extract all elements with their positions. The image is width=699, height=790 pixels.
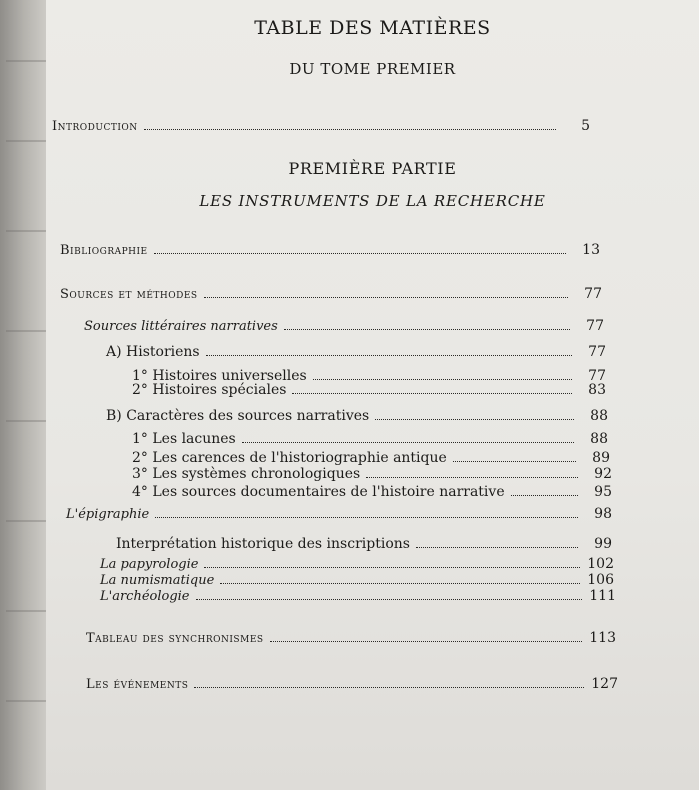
toc-entry-page: 127: [591, 676, 618, 692]
toc-entry-label: B) Caractères des sources narratives: [106, 408, 370, 424]
part-title: PREMIÈRE PARTIE: [288, 159, 457, 178]
toc-entry: [132, 382, 606, 398]
toc-entry-label: 1° Les lacunes: [132, 431, 236, 447]
toc-entry-page: 113: [589, 630, 616, 646]
toc-entry: [86, 630, 616, 646]
dot-leader: [206, 355, 572, 356]
toc-entry-label: 2° Les carences de l'historiographie antique: [132, 450, 447, 466]
toc-entry-label: 2° Histoires spéciales: [132, 382, 287, 398]
toc-entry: [116, 536, 612, 552]
dot-leader: [196, 599, 582, 600]
dot-leader: [154, 253, 566, 254]
toc-entry-page: 77: [588, 368, 606, 384]
toc-entry-label: Sources littéraires narratives: [84, 319, 278, 334]
toc-entry-page: 102: [587, 556, 614, 572]
toc-entry: [66, 506, 612, 522]
toc-entry-page: 77: [588, 344, 606, 360]
page-subtitle: DU TOME PREMIER: [289, 60, 456, 78]
toc-entry: [60, 286, 602, 302]
dot-leader: [313, 379, 572, 380]
dot-leader: [453, 461, 576, 462]
dot-leader: [204, 567, 580, 568]
toc-entry-page: 106: [587, 572, 614, 588]
toc-entry: [100, 572, 614, 588]
toc-entry-page: 88: [590, 431, 608, 447]
toc-entry-page: 92: [594, 466, 612, 482]
dot-leader: [511, 495, 578, 496]
toc-entry: [132, 431, 608, 447]
toc-entry-page: 99: [594, 536, 612, 552]
dot-leader: [292, 393, 572, 394]
dot-leader: [284, 329, 570, 330]
toc-entry-page: 13: [582, 242, 600, 258]
dot-leader: [375, 419, 574, 420]
toc-entry-label: La papyrologie: [100, 557, 199, 572]
toc-entry-page: 111: [589, 588, 616, 604]
toc-entry: [132, 450, 610, 466]
dot-leader: [204, 297, 568, 298]
toc-entry-label: 4° Les sources documentaires de l'histoire narrative: [132, 484, 505, 500]
toc-entry-introduction: [52, 118, 590, 134]
part-subtitle: LES INSTRUMENTS DE LA RECHERCHE: [199, 192, 546, 210]
toc-entry-label: Interprétation historique des inscriptions: [116, 536, 410, 552]
toc-entry-label: L'épigraphie: [66, 507, 150, 522]
toc-entry: [132, 466, 612, 482]
toc-entry-label: Tableau des synchronismes: [86, 631, 264, 646]
toc-entry-page: 98: [594, 506, 612, 522]
toc-entry: [84, 318, 604, 334]
toc-entry-label: 1° Histoires universelles: [132, 368, 307, 384]
dot-leader: [416, 547, 578, 548]
toc-entry: [100, 588, 616, 604]
dot-leader: [242, 442, 574, 443]
toc-entry: [100, 556, 614, 572]
toc-entry-label: Introduction: [52, 119, 138, 134]
toc-entry-label: A) Historiens: [106, 344, 200, 360]
toc-entry-page: 5: [581, 118, 590, 134]
toc-entry-label: Les événements: [86, 677, 189, 692]
dot-leader: [270, 641, 582, 642]
toc-entry: [106, 408, 608, 424]
toc-entry-label: L'archéologie: [100, 589, 190, 604]
toc-entry-label: La numismatique: [100, 573, 215, 588]
toc-entry-page: 89: [592, 450, 610, 466]
dot-leader: [366, 477, 578, 478]
toc-entry-label: Bibliographie: [60, 243, 148, 258]
book-page: [46, 0, 699, 790]
toc-entry: [86, 676, 618, 692]
dot-leader: [194, 687, 584, 688]
page-title: TABLE DES MATIÈRES: [254, 17, 491, 39]
toc-entry-label: Sources et méthodes: [60, 287, 198, 302]
dot-leader: [144, 129, 556, 130]
toc-entry-page: 83: [588, 382, 606, 398]
toc-entry-page: 88: [590, 408, 608, 424]
dot-leader: [155, 517, 578, 518]
toc-entry: [60, 242, 600, 258]
toc-entry-label: 3° Les systèmes chronologiques: [132, 466, 361, 482]
toc-entry-page: 77: [586, 318, 604, 334]
toc-entry: [132, 484, 612, 500]
dot-leader: [220, 583, 580, 584]
toc-entry: [106, 344, 606, 360]
toc-entry-page: 77: [584, 286, 602, 302]
toc-entry-page: 95: [594, 484, 612, 500]
